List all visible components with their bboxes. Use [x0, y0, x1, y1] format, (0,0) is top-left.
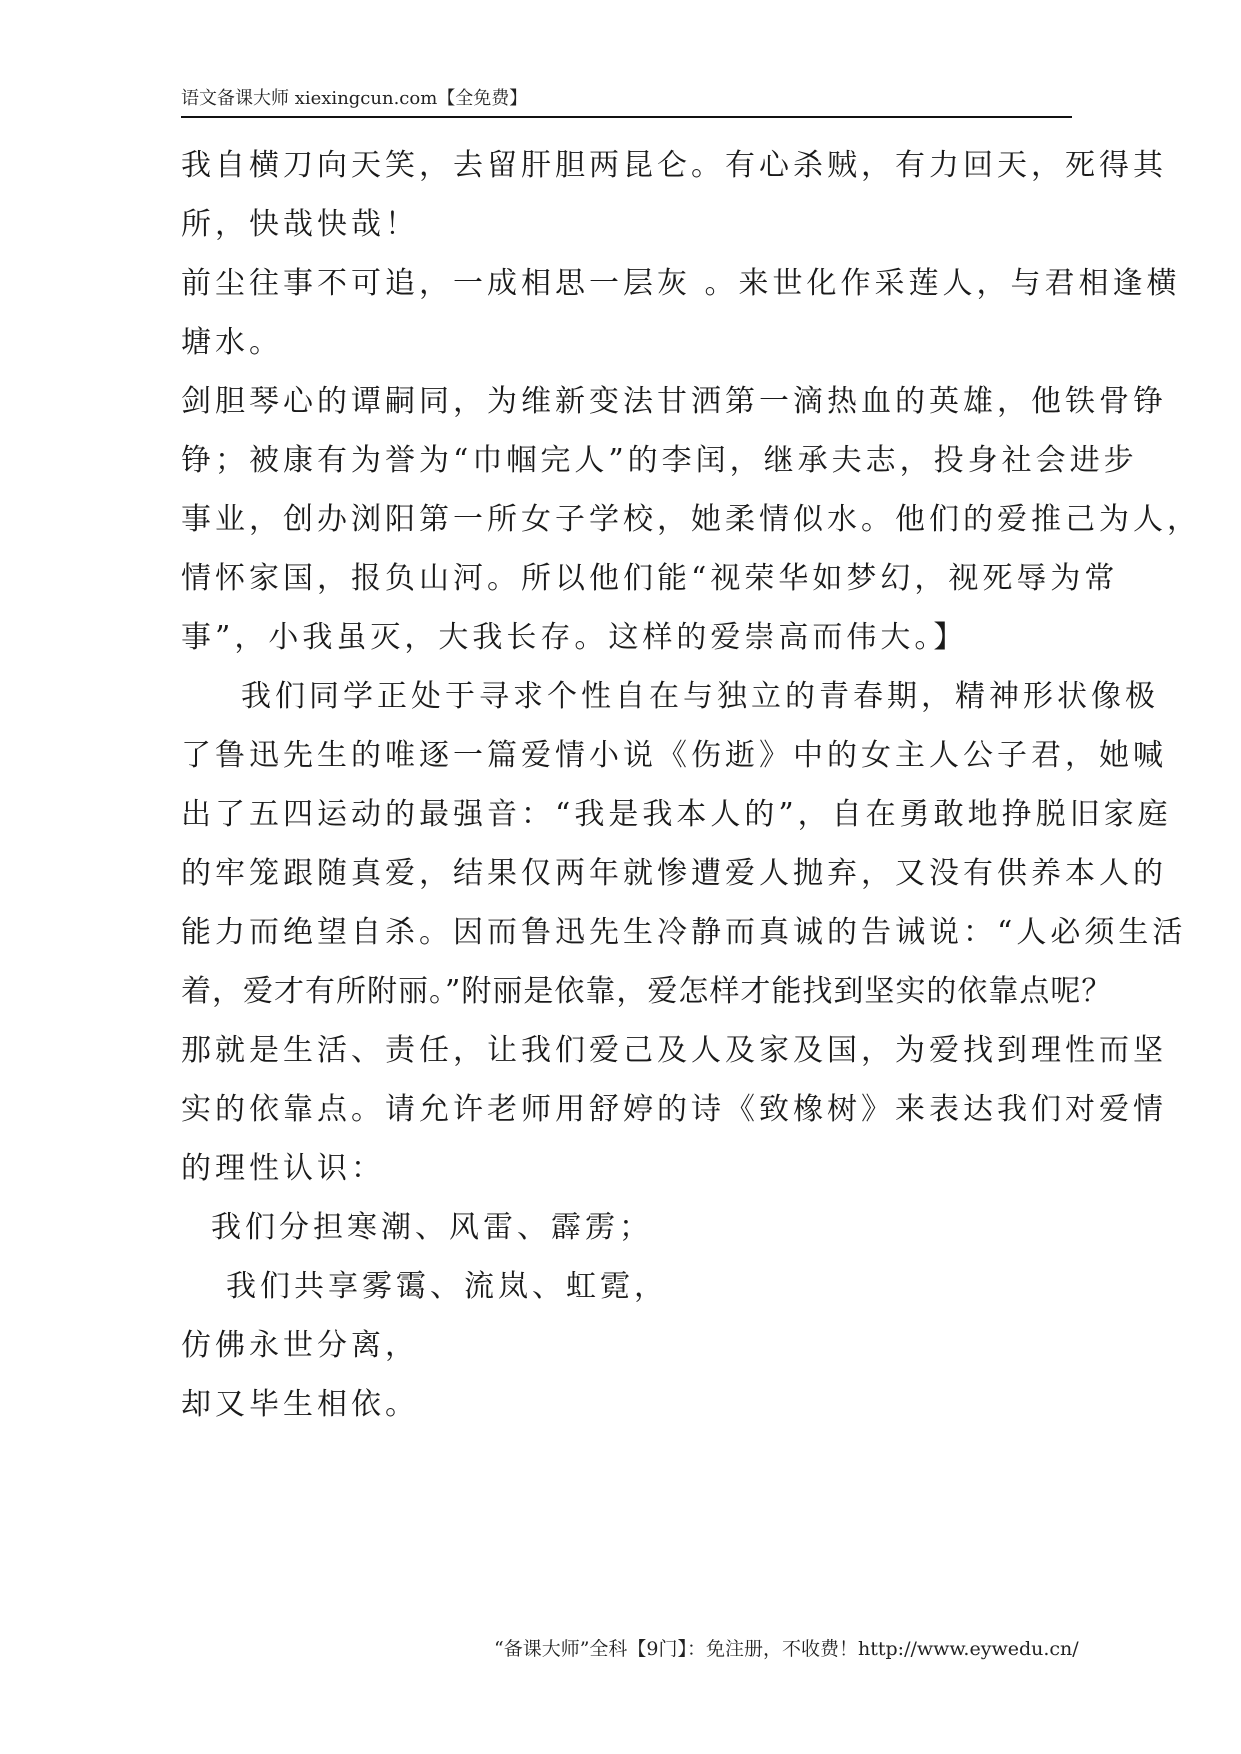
text-line: 铮；被康有为誉为“巾帼完人”的李闰，继承夫志，投身社会进步	[181, 443, 1138, 478]
text-line: 了鲁迅先生的唯逐一篇爱情小说《伤逝》中的女主人公子君，她喊	[181, 738, 1167, 773]
text-line: 前尘往事不可追，一成相思一层灰 。来世化作采莲人，与君相逢横	[181, 266, 1181, 301]
text-line: 我自横刀向天笑，去留肝胆两昆仑。有心杀贼，有力回天，死得其	[181, 148, 1167, 183]
text-line: 所，快哉快哉！	[181, 207, 419, 242]
page-header: 语文备课大师 xiexingcun.com【全免费】	[181, 88, 528, 109]
text-line: 塘水。	[181, 325, 283, 360]
poem-line: 我们共享雾霭、流岚、虹霓，	[226, 1269, 668, 1304]
page-footer: “备课大师”全科【9门】：免注册，不收费！http://www.eywedu.cn/	[494, 1638, 1079, 1660]
text-line: 我们同学正处于寻求个性自在与独立的青春期，精神形状像极	[241, 679, 1159, 714]
text-line: 着，爱才有所附丽。”附丽是依靠，爱怎样才能找到坚实的依靠点呢？	[181, 974, 1113, 1009]
text-line: 情怀家国，报负山河。所以他们能“视荣华如梦幻，视死辱为常	[181, 561, 1119, 596]
header-divider	[181, 116, 1072, 118]
text-line: 事业，创办浏阳第一所女子学校，她柔情似水。他们的爱推己为人，	[181, 502, 1201, 537]
text-line: 能力而绝望自杀。因而鲁迅先生冷静而真诚的告诫说：“人必须生活	[181, 915, 1187, 950]
text-line: 的理性认识：	[181, 1151, 385, 1186]
poem-line: 我们分担寒潮、风雷、霹雳；	[211, 1210, 653, 1245]
text-line: 实的依靠点。请允许老师用舒婷的诗《致橡树》来表达我们对爱情	[181, 1092, 1167, 1127]
text-line: 出了五四运动的最强音：“我是我本人的”，自在勇敢地挣脱旧家庭	[181, 797, 1172, 832]
text-line: 事”，小我虽灭，大我长存。这样的爱崇高而伟大。】	[181, 620, 968, 655]
poem-line: 仿佛永世分离，	[181, 1328, 419, 1363]
text-line: 那就是生活、责任，让我们爱己及人及家及国，为爱找到理性而坚	[181, 1033, 1167, 1068]
text-line: 的牢笼跟随真爱，结果仅两年就惨遭爱人抛弃，又没有供养本人的	[181, 856, 1167, 891]
text-line: 剑胆琴心的谭嗣同，为维新变法甘洒第一滴热血的英雄，他铁骨铮	[181, 384, 1167, 419]
poem-line: 却又毕生相依。	[181, 1387, 419, 1422]
